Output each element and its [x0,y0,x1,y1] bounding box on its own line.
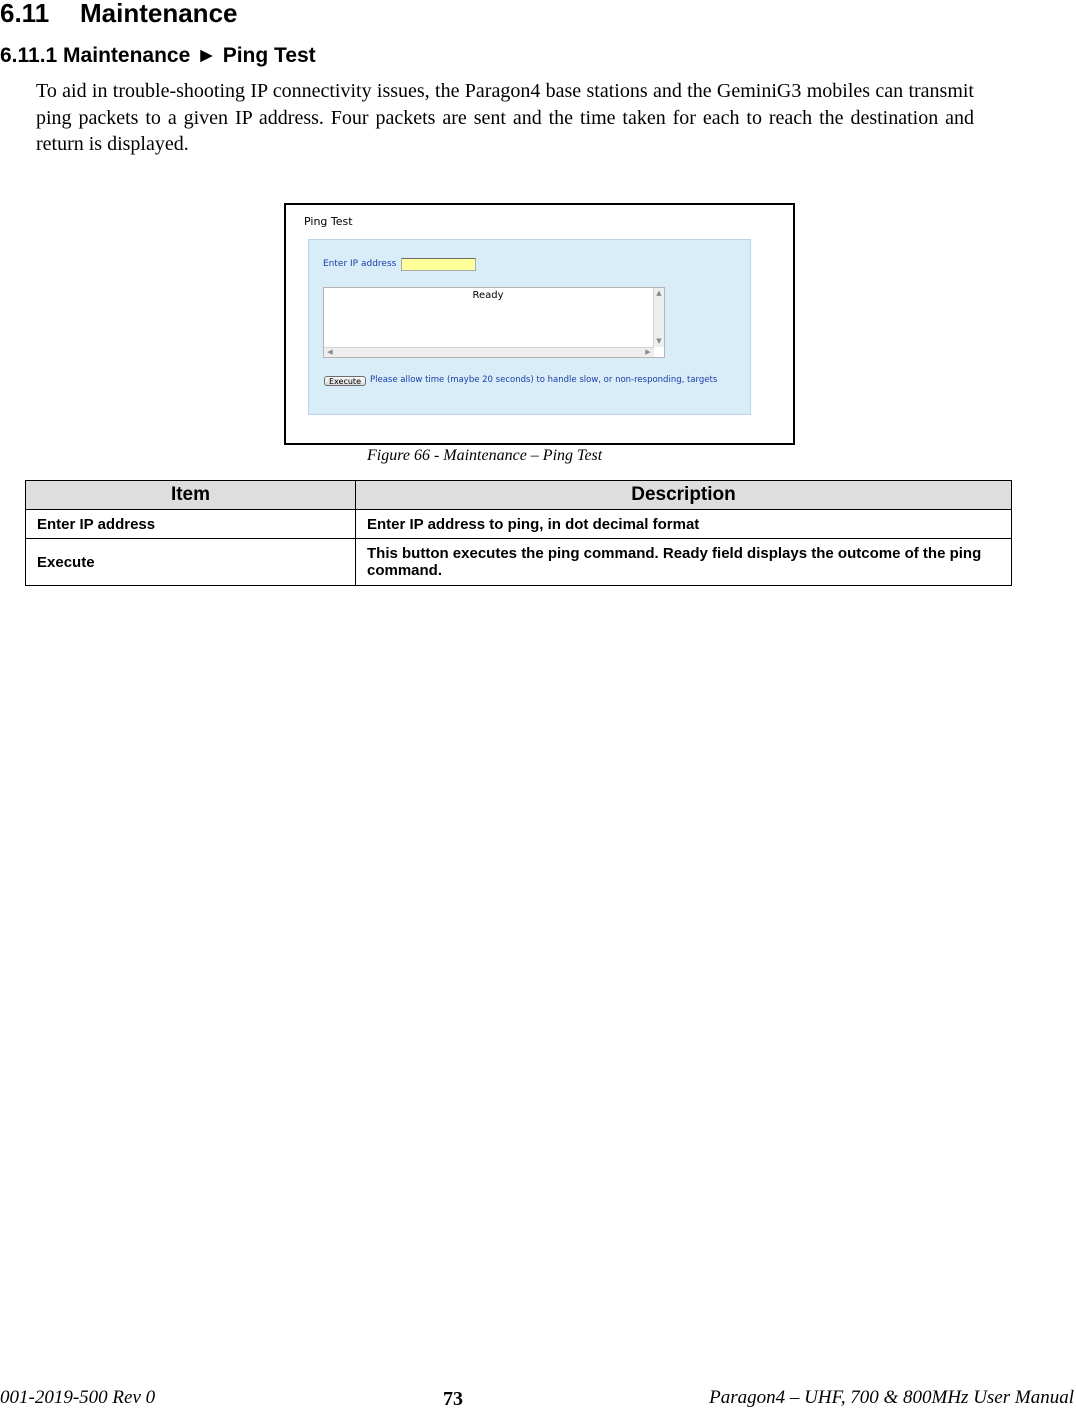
footer-manual-title: Paragon4 – UHF, 700 & 800MHz User Manual [709,1387,1074,1408]
ping-test-panel [308,239,751,415]
row-item: Enter IP address [26,510,356,539]
scroll-left-icon[interactable]: ◀ [327,348,333,356]
footer-page-number: 73 [443,1388,463,1410]
section-title: Maintenance [80,0,238,28]
footer-doc-number: 001-2019-500 Rev 0 [0,1387,156,1408]
section-number: 6.11 [0,0,50,28]
ip-address-label: Enter IP address [323,259,397,269]
header-description: Description [356,481,1012,510]
figure-caption: Figure 66 - Maintenance – Ping Test [367,447,603,464]
row-item: Execute [26,539,356,586]
ping-status-text: Ready [472,290,504,301]
table-row [26,539,1012,586]
horizontal-scrollbar[interactable] [324,347,654,357]
table-row [26,510,1012,539]
scroll-down-icon[interactable]: ▼ [656,337,662,345]
vertical-scrollbar[interactable] [653,288,664,347]
table-header-row [26,481,1012,510]
header-item: Item [26,481,356,510]
description-table [25,480,1012,586]
subsection-heading: 6.11.1 Maintenance ► Ping Test [0,44,316,67]
scroll-right-icon[interactable]: ▶ [645,348,651,356]
scroll-up-icon[interactable]: ▲ [656,289,662,297]
section-heading [0,0,238,26]
ping-test-screenshot [284,203,795,445]
ping-output-area[interactable] [323,287,665,358]
ping-test-title: Ping Test [304,215,353,228]
row-description: This button executes the ping command. Ready field displays the outcome of the ping command. [356,539,1012,586]
execute-note: Please allow time (maybe 20 seconds) to handle slow, or non-responding, targets [370,375,718,385]
row-description: Enter IP address to ping, in dot decimal format [356,510,1012,539]
ip-address-input[interactable] [401,258,476,271]
intro-paragraph: To aid in trouble-shooting IP connectivity issues, the Paragon4 base stations and the GeminiG3 mobiles can transmit ping packets to a given IP address. Four packets are sent and the time taken for each to reach the destination and return is displayed. [36,80,974,155]
execute-button[interactable]: Execute [324,376,366,386]
